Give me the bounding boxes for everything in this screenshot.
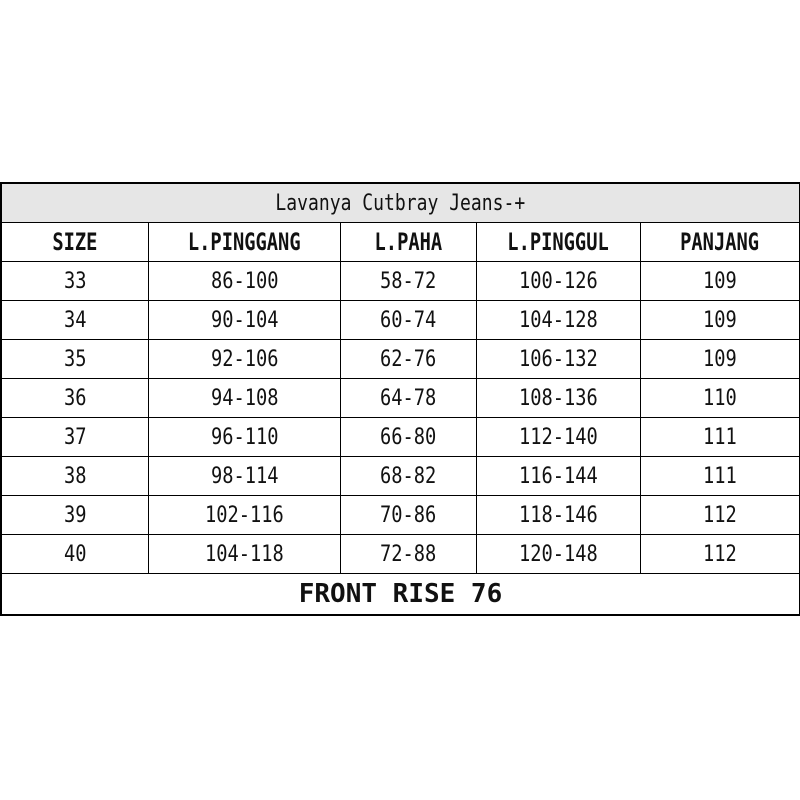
cell-size: 37 bbox=[2, 418, 149, 457]
cell-panjang: 109 bbox=[641, 340, 800, 379]
cell-panjang: 109 bbox=[641, 301, 800, 340]
cell-l-pinggang: 96-110 bbox=[149, 418, 341, 457]
cell-size: 34 bbox=[2, 301, 149, 340]
cell-size: 39 bbox=[2, 496, 149, 535]
cell-l-pinggang: 98-114 bbox=[149, 457, 341, 496]
size-chart bbox=[0, 182, 800, 616]
cell-size: 33 bbox=[2, 262, 149, 301]
cell-size: 36 bbox=[2, 379, 149, 418]
cell-l-pinggul: 118-146 bbox=[477, 496, 641, 535]
header-l-pinggul: L.PINGGUL bbox=[477, 223, 641, 262]
cell-l-pinggang: 86-100 bbox=[149, 262, 341, 301]
cell-l-pinggul: 120-148 bbox=[477, 535, 641, 574]
cell-l-pinggul: 100-126 bbox=[477, 262, 641, 301]
cell-l-paha: 66-80 bbox=[341, 418, 477, 457]
cell-size: 35 bbox=[2, 340, 149, 379]
cell-l-paha: 64-78 bbox=[341, 379, 477, 418]
table-row bbox=[2, 418, 800, 457]
cell-panjang: 112 bbox=[641, 535, 800, 574]
cell-l-pinggang: 104-118 bbox=[149, 535, 341, 574]
header-l-pinggang: L.PINGGANG bbox=[149, 223, 341, 262]
cell-l-paha: 60-74 bbox=[341, 301, 477, 340]
table-row bbox=[2, 496, 800, 535]
title-row bbox=[2, 184, 800, 223]
header-panjang: PANJANG bbox=[641, 223, 800, 262]
table-row bbox=[2, 457, 800, 496]
cell-l-paha: 68-82 bbox=[341, 457, 477, 496]
table-row bbox=[2, 301, 800, 340]
cell-size: 38 bbox=[2, 457, 149, 496]
table-row bbox=[2, 379, 800, 418]
front-rise-note: FRONT RISE 76 bbox=[2, 574, 800, 615]
cell-l-pinggul: 104-128 bbox=[477, 301, 641, 340]
cell-panjang: 112 bbox=[641, 496, 800, 535]
cell-l-pinggul: 112-140 bbox=[477, 418, 641, 457]
footer-row bbox=[2, 574, 800, 615]
cell-l-paha: 72-88 bbox=[341, 535, 477, 574]
cell-l-paha: 70-86 bbox=[341, 496, 477, 535]
cell-l-pinggul: 108-136 bbox=[477, 379, 641, 418]
cell-panjang: 111 bbox=[641, 418, 800, 457]
cell-size: 40 bbox=[2, 535, 149, 574]
cell-panjang: 111 bbox=[641, 457, 800, 496]
cell-l-pinggul: 106-132 bbox=[477, 340, 641, 379]
cell-l-pinggang: 92-106 bbox=[149, 340, 341, 379]
header-l-paha: L.PAHA bbox=[341, 223, 477, 262]
header-size: SIZE bbox=[2, 223, 149, 262]
cell-panjang: 109 bbox=[641, 262, 800, 301]
table-row bbox=[2, 535, 800, 574]
cell-l-pinggang: 102-116 bbox=[149, 496, 341, 535]
cell-l-paha: 62-76 bbox=[341, 340, 477, 379]
table-row bbox=[2, 262, 800, 301]
cell-l-pinggang: 90-104 bbox=[149, 301, 341, 340]
size-table bbox=[1, 183, 800, 615]
header-row bbox=[2, 223, 800, 262]
table-row bbox=[2, 340, 800, 379]
cell-l-pinggul: 116-144 bbox=[477, 457, 641, 496]
table-title: Lavanya Cutbray Jeans-+ bbox=[2, 184, 800, 223]
cell-panjang: 110 bbox=[641, 379, 800, 418]
cell-l-pinggang: 94-108 bbox=[149, 379, 341, 418]
cell-l-paha: 58-72 bbox=[341, 262, 477, 301]
